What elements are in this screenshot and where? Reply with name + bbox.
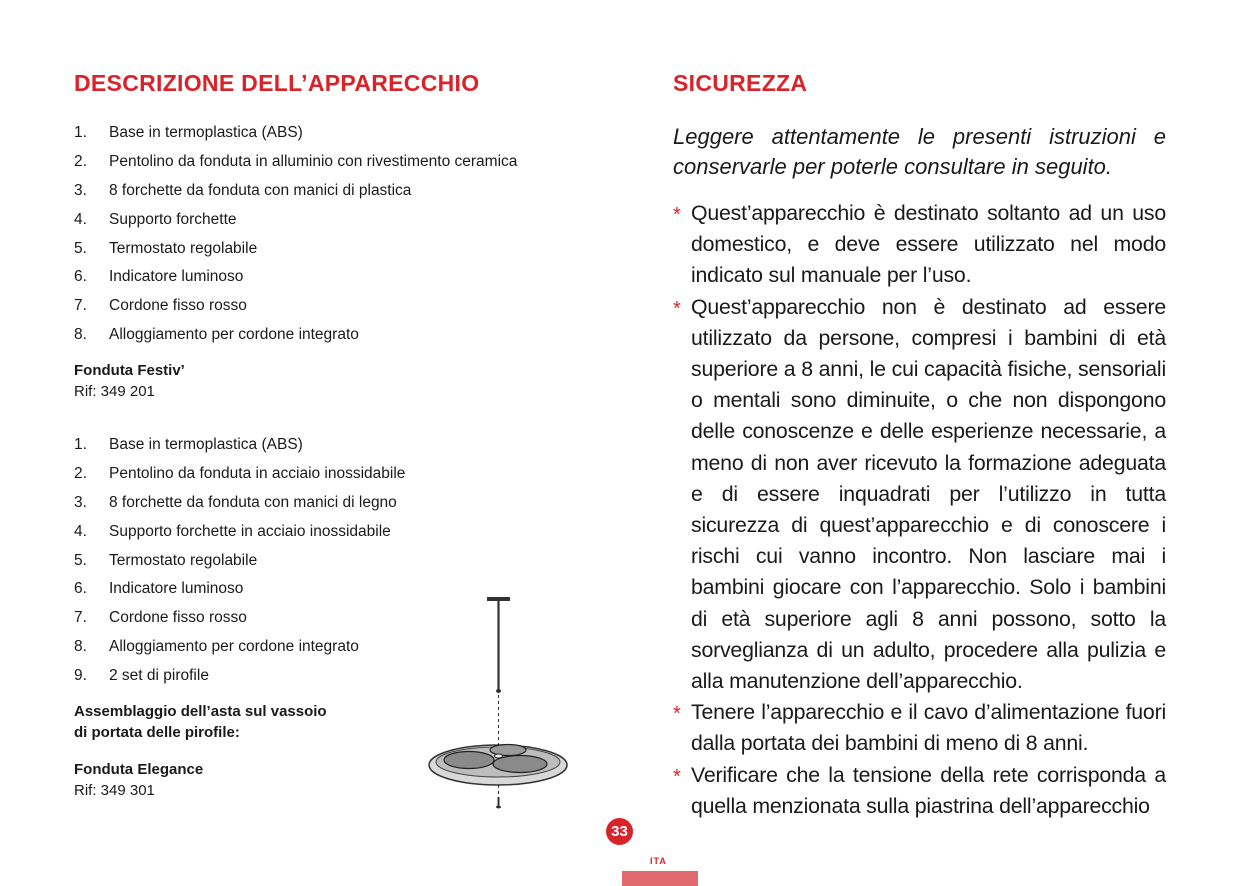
rod-tip <box>496 689 501 693</box>
asterisk-bullet-icon: * <box>673 204 681 226</box>
parts-list-elegance <box>74 436 405 696</box>
list-item: 1. Base in termoplastica (ABS) <box>74 124 303 141</box>
list-item: 7. Cordone fisso rosso <box>74 609 247 627</box>
list-item: 6. Indicatore luminoso <box>74 268 244 286</box>
product-ref-elegance: Rif: 349 301 <box>74 782 155 799</box>
list-item: 2. Pentolino da fonduta in acciaio inossidabile <box>74 464 406 482</box>
assembly-caption-line2: di portata delle pirofile: <box>74 724 240 741</box>
list-item: 2. Pentolino da fonduta in alluminio con rivestimento ceramica <box>74 152 518 170</box>
safety-intro: Leggere attentamente le presenti istruzioni e conservarle per poterle consultare in seguito. <box>673 124 1166 179</box>
list-item: 8. Alloggiamento per cordone integrato <box>74 638 359 656</box>
safety-item: * Quest’apparecchio è destinato soltanto ad un uso domestico, e deve essere utilizzato nel modo indicato sul manuale per l’uso. <box>673 201 1166 288</box>
language-label: ITA <box>650 856 667 866</box>
screw-head <box>496 806 501 809</box>
section-heading-description: DESCRIZIONE DELL’APPARECCHIO <box>74 70 480 96</box>
list-item: 3. 8 forchette da fonduta con manici di plastica <box>74 181 412 199</box>
list-item: 6. Indicatore luminoso <box>74 580 244 598</box>
safety-list <box>673 198 1166 822</box>
list-item: 8. Alloggiamento per cordone integrato <box>74 326 359 344</box>
language-tab-bar <box>622 871 698 886</box>
safety-item: * Verificare che la tensione della rete corrisponda a quella menzionata sulla piastrina dell’apparecchio <box>673 762 1166 818</box>
list-item: 5. Termostato regolabile <box>74 551 258 569</box>
list-item: 5. Termostato regolabile <box>74 239 258 257</box>
tray-center-hole <box>495 754 503 758</box>
asterisk-bullet-icon: * <box>673 297 681 320</box>
list-item: 3. 8 forchette da fonduta con manici di legno <box>74 493 397 511</box>
list-item: 7. Cordone fisso rosso <box>74 297 247 315</box>
product-ref-festiv: Rif: 349 201 <box>74 383 155 400</box>
safety-item: * Tenere l’apparecchio e il cavo d’alimentazione fuori dalla portata dei bambini di meno di 8 anni. <box>673 700 1166 756</box>
assembly-caption-line1: Assemblaggio dell’asta sul vassoio <box>74 703 327 720</box>
product-name-festiv: Fonduta Festiv’ <box>74 362 185 379</box>
page-number-badge: 33 <box>606 818 633 845</box>
list-item: 4. Supporto forchette <box>74 210 237 228</box>
list-item: 9. 2 set di pirofile <box>74 667 209 685</box>
asterisk-bullet-icon: * <box>673 703 681 726</box>
section-heading-safety: SICUREZZA <box>673 70 808 96</box>
dish <box>444 752 494 769</box>
list-item: 4. Supporto forchette in acciaio inossidabile <box>74 522 391 540</box>
dish <box>490 745 526 756</box>
parts-list-festiv <box>74 124 517 355</box>
asterisk-bullet-icon: * <box>673 765 681 788</box>
product-name-elegance: Fonduta Elegance <box>74 761 204 778</box>
list-item: 1. Base in termoplastica (ABS) <box>74 436 303 453</box>
rod-tray-assembly-illustration <box>428 594 568 812</box>
rod-cap <box>487 597 510 601</box>
safety-item: * Quest’apparecchio non è destinato ad essere utilizzato da persone, compresi i bambini di età superiore a 8 anni, le cui capacità fisiche, sensoriali o mentali sono diminuite, o che non dispongono delle conoscenze e delle esperienze necessarie, a meno di non aver ricevuto la formazione adeguata e di essere inquadrati per l’utilizzo in tutta sicurezza di quest’apparecchio e di conoscere i rischi cui vanno incontro. Non lasciare mai i bambini giocare con l’apparecchio. Solo i bambini di età superiore agli 8 anni possono, sotto la sorveglianza di un adulto, procedere alla pulizia e alla manutenzione dell’apparecchio. <box>673 294 1166 694</box>
